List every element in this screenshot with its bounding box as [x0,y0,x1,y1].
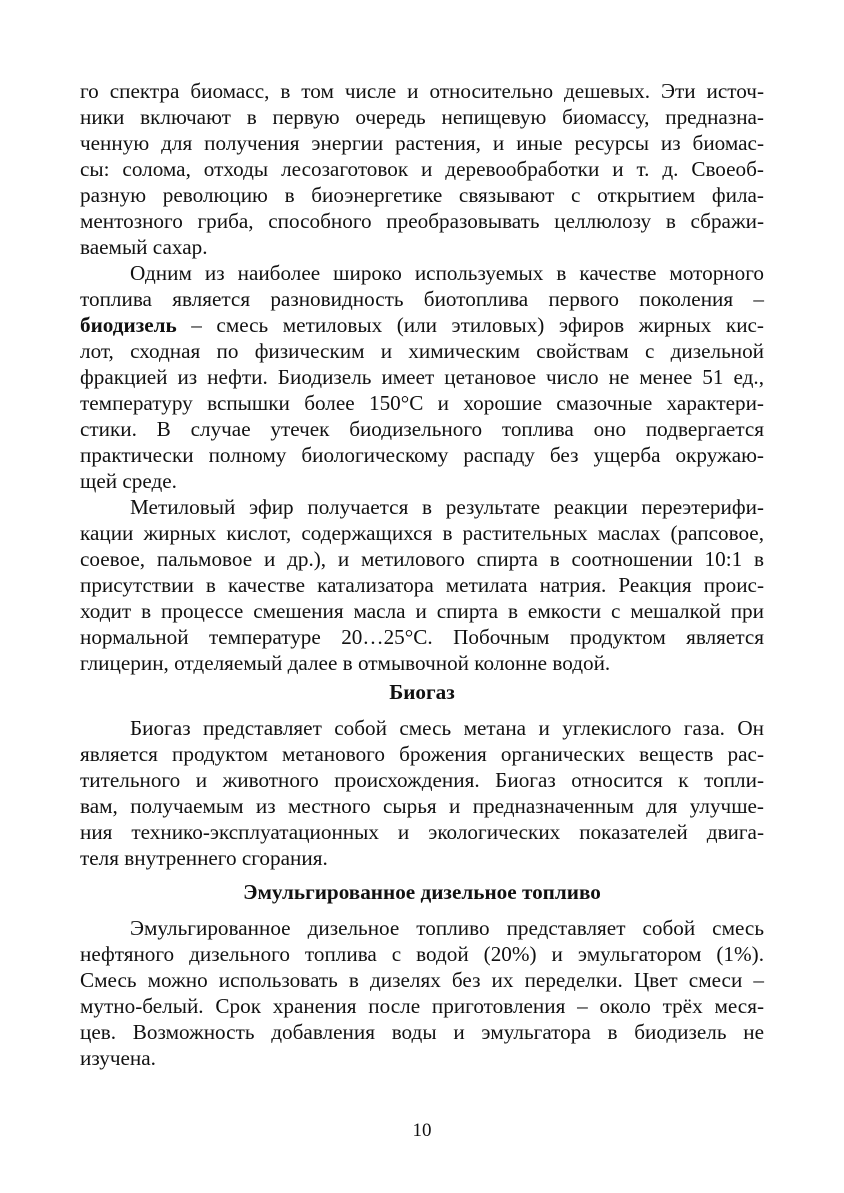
text-line: является продуктом метанового брожения органических веществ рас- [80,742,764,766]
text-line: топлива является разновидность биотоплива первого поколения – [80,287,764,311]
text-line: разную революцию в биоэнергетике связывают с открытием фила- [80,183,764,207]
text-line: цев. Возможность добавления воды и эмульгатора в биодизель не [80,1020,764,1044]
text-line: Эмульгированное дизельное топливо представляет собой смесь [130,916,764,940]
text-line: Биогаз представляет собой смесь метана и углекислого газа. Он [130,716,764,740]
paragraph-emulsified-diesel [80,915,764,1071]
text-line: кации жирных кислот, содержащихся в растительных маслах (рапсовое, [80,521,764,545]
text-line: го спектра биомасс, в том числе и относительно дешевых. Эти источ- [80,79,764,103]
paragraph-methyl-ester [80,494,764,676]
text-line: присутствии в качестве катализатора метилата натрия. Реакция проис- [80,573,764,597]
paragraph-biogas [80,715,764,871]
text-line: нормальной температуре 20…25°С. Побочным продуктом является [80,625,764,649]
text-line: фракцией из нефти. Биодизель имеет цетановое число не менее 51 ед., [80,365,764,389]
text-line: ники включают в первую очередь непищевую биомассу, предназна- [80,105,764,129]
text-line: ченную для получения энергии растения, и иные ресурсы из биомас- [80,131,764,155]
text-line: Метиловый эфир получается в результате реакции переэтерифи- [130,495,764,519]
text-line: нефтяного дизельного топлива с водой (20%) и эмульгатором (1%). [80,942,764,966]
text-line: глицерин, отделяемый далее в отмывочной колонне водой. [80,651,611,675]
text-line: практически полному биологическому распаду без ущерба окружаю- [80,443,764,467]
text-line: стики. В случае утечек биодизельного топлива оно подвергается [80,417,764,441]
page-body [80,78,764,1071]
text-line: вам, получаемым из местного сырья и предназначенным для улучше- [80,794,764,818]
biodiesel-term: биодизель [80,313,177,337]
text-line: ментозного гриба, способного преобразовывать целлюлозу в сбражи- [80,209,764,233]
paragraph-biodiesel [80,260,764,494]
text-line: изучена. [80,1046,156,1070]
text-line: Смесь можно использовать в дизелях без их переделки. Цвет смеси – [80,968,764,992]
text-line: соевое, пальмовое и др.), и метилового спирта в соотношении 10:1 в [80,547,764,571]
text-line: ваемый сахар. [80,235,208,259]
text-line-with-term [80,312,764,338]
text-line: теля внутреннего сгорания. [80,846,328,870]
text-line: сы: солома, отходы лесозаготовок и деревообработки и т. д. Своеоб- [80,157,764,181]
text-line: тительного и животного происхождения. Биогаз относится к топли- [80,768,764,792]
paragraph-biomass-continuation [80,78,764,260]
section-heading-biogas: Биогаз [389,680,455,704]
text-line: Одним из наиболее широко используемых в качестве моторного [130,261,764,285]
page-number: 10 [412,1120,432,1141]
text-line: ходит в процессе смешения масла и спирта в емкости с мешалкой при [80,599,764,623]
text-line: лот, сходная по физическим и химическим свойствам с дизельной [80,339,764,363]
section-heading-emulsified-diesel: Эмульгированное дизельное топливо [243,880,601,904]
text-line: мутно-белый. Срок хранения после приготовления – около трёх меся- [80,994,764,1018]
text-line: ния технико-эксплуатационных и экологических показателей двига- [80,820,764,844]
text-fragment: – смесь метиловых (или этиловых) эфиров жирных кис- [176,313,764,337]
text-line: щей среде. [80,469,177,493]
text-line: температуру вспышки более 150°С и хорошие смазочные характери- [80,391,764,415]
